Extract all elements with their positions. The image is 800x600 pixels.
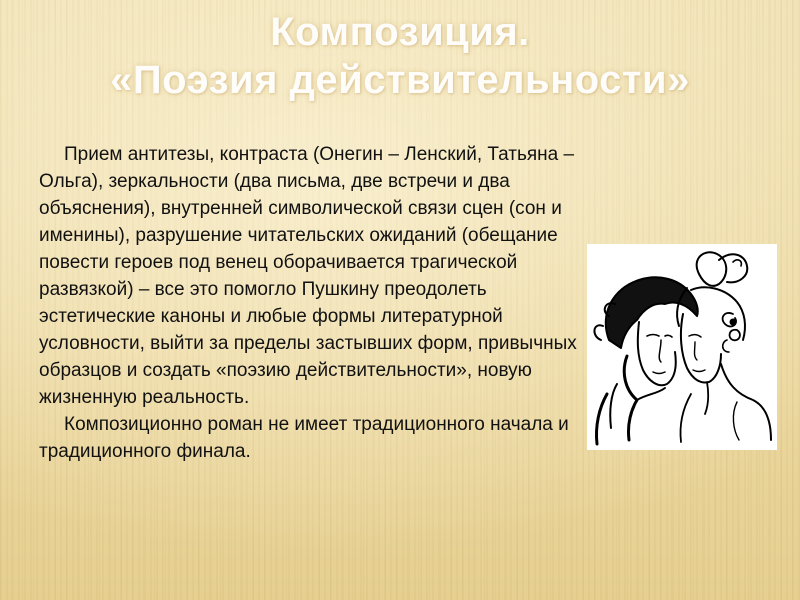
slide-title-line-1: Композиция. xyxy=(270,10,530,54)
sketch-illustration xyxy=(587,244,777,450)
slide-body-text xyxy=(39,141,584,465)
body-paragraph-1: Прием антитезы, контраста (Онегин – Ленский, Татьяна – Ольга), зеркальности (два письма, две встречи и два объяснения), внутренней символической связи сцен (сон и именины), разрушение читательских ожиданий (обещание повести героев под венец оборачивается трагической развязкой) – все это помогло Пушкину преодолеть эстетические каноны и любые формы литературной условности, выйти за пределы застывших форм, привычных образцов и создать «поэзию действительности», новую жизненную реальность. xyxy=(39,144,577,408)
slide-title xyxy=(0,8,800,104)
pushkin-sketch-couple-drawing xyxy=(587,244,777,450)
body-paragraph-2: Композиционно роман не имеет традиционного начала и традиционного финала. xyxy=(39,414,569,462)
slide-title-line-2: «Поэзия действительности» xyxy=(110,58,690,102)
